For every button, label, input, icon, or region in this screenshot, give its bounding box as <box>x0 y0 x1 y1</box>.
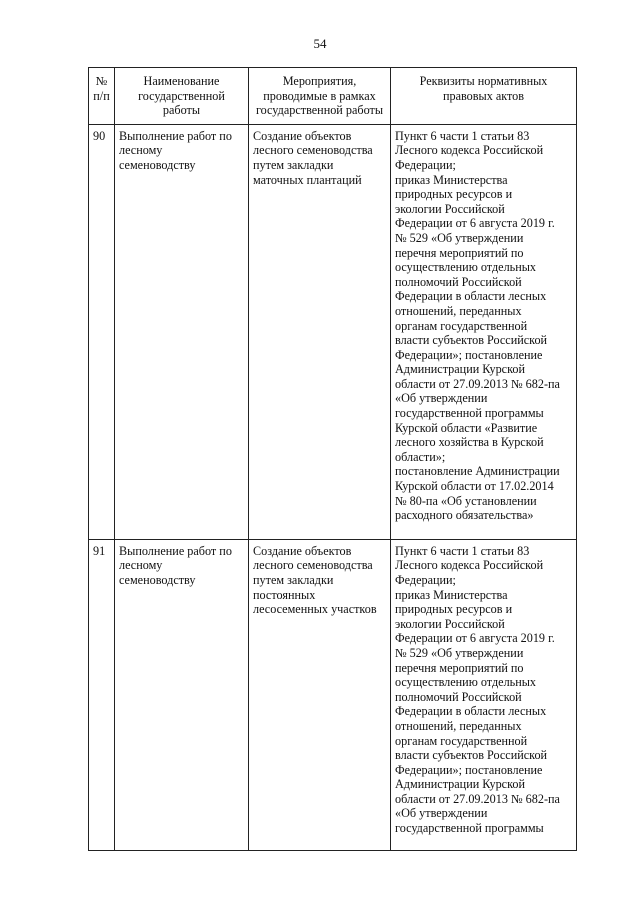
page-number: 54 <box>313 36 327 51</box>
row-activity: Создание объектов лесного семеноводства путем закладки постоянных лесосеменных участков <box>249 539 391 850</box>
row-work-name: Выполнение работ по лесному семеноводству <box>115 124 249 539</box>
header-legal-acts: Реквизиты нормативных правовых актов <box>391 68 577 125</box>
header-number: № п/п <box>89 68 115 125</box>
table-header-row <box>89 68 577 125</box>
row-number: 90 <box>89 124 115 539</box>
row-number: 91 <box>89 539 115 850</box>
header-work-name: Наименование государственной работы <box>115 68 249 125</box>
table-row <box>89 124 577 539</box>
row-activity: Создание объектов лесного семеноводства путем закладки маточных плантаций <box>249 124 391 539</box>
header-activities: Мероприятия, проводимые в рамках государственной работы <box>249 68 391 125</box>
row-legal-acts: Пункт 6 части 1 статьи 83 Лесного кодекса Российской Федерации; приказ Министерства природных ресурсов и экологии Российской Федерации от 6 августа 2019 г. № 529 «Об утверждении перечня мероприятий по осуществлению отдельных полномочий Российской Федерации в области лесных отношений, переданных органам государственной власти субъектов Российской Федерации»; постановление Администрации Курской области от 27.09.2013 № 682-па «Об утверждении государственной программы <box>391 539 577 850</box>
legal-acts-table <box>88 67 577 851</box>
table-row <box>89 539 577 850</box>
row-work-name: Выполнение работ по лесному семеноводству <box>115 539 249 850</box>
row-legal-acts: Пункт 6 части 1 статьи 83 Лесного кодекса Российской Федерации; приказ Министерства природных ресурсов и экологии Российской Федерации от 6 августа 2019 г. № 529 «Об утверждении перечня мероприятий по осуществлению отдельных полномочий Российской Федерации в области лесных отношений, переданных органам государственной власти субъектов Российской Федерации»; постановление Администрации Курской области от 27.09.2013 № 682-па «Об утверждении государственной программы Курской области «Развитие лесного хозяйства в Курской области»; постановление Администрации Курской области от 17.02.2014 № 80-па «Об установлении расходного обязательства» <box>391 124 577 539</box>
